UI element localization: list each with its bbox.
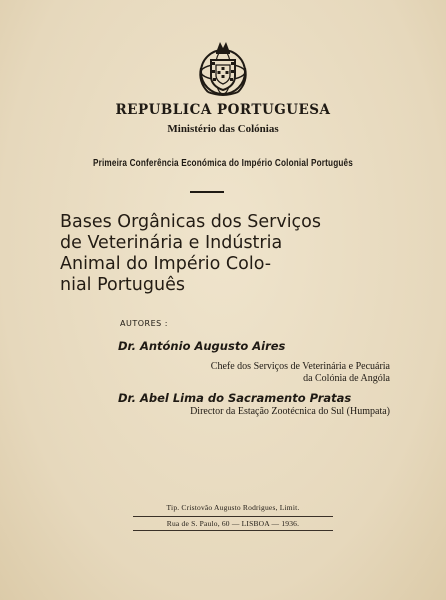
- author-name: Dr. António Augusto Aires: [118, 339, 286, 353]
- title-line: nial Português: [60, 275, 185, 295]
- title-line: de Veterinária e Indústria: [60, 233, 283, 253]
- country-heading: REPUBLICA PORTUGUESA: [115, 102, 331, 118]
- author-role: [150, 406, 390, 418]
- document-title: [60, 212, 350, 296]
- printer-line: Tip. Cristovão Augusto Rodrigues, Limit.: [166, 503, 300, 512]
- author-role-line: Director da Estação Zootécnica do Sul (Humpata): [190, 406, 390, 417]
- address-line: Rua de S. Paulo, 60 — LISBOA — 1936.: [166, 519, 300, 528]
- title-line: Animal do Império Colo-: [60, 254, 272, 274]
- author-role-line: da Colónia de Angóla: [303, 373, 390, 384]
- imprint-rule-bottom: [133, 530, 333, 531]
- conference-heading: Primeira Conferência Económica do Império Colonial Português: [92, 158, 353, 169]
- author-role-line: Chefe dos Serviços de Veterinária e Pecuária: [210, 361, 390, 372]
- imprint-rule-top: [133, 516, 333, 517]
- author-name: Dr. Abel Lima do Sacramento Pratas: [118, 391, 352, 405]
- author-role: [150, 361, 390, 385]
- divider-rule: [190, 191, 224, 193]
- ministry-heading: Ministério das Colónias: [167, 123, 279, 135]
- title-line: Bases Orgânicas dos Serviços: [60, 212, 321, 232]
- authors-label: AUTORES :: [120, 319, 168, 328]
- portuguese-coat-of-arms-icon: [196, 38, 250, 98]
